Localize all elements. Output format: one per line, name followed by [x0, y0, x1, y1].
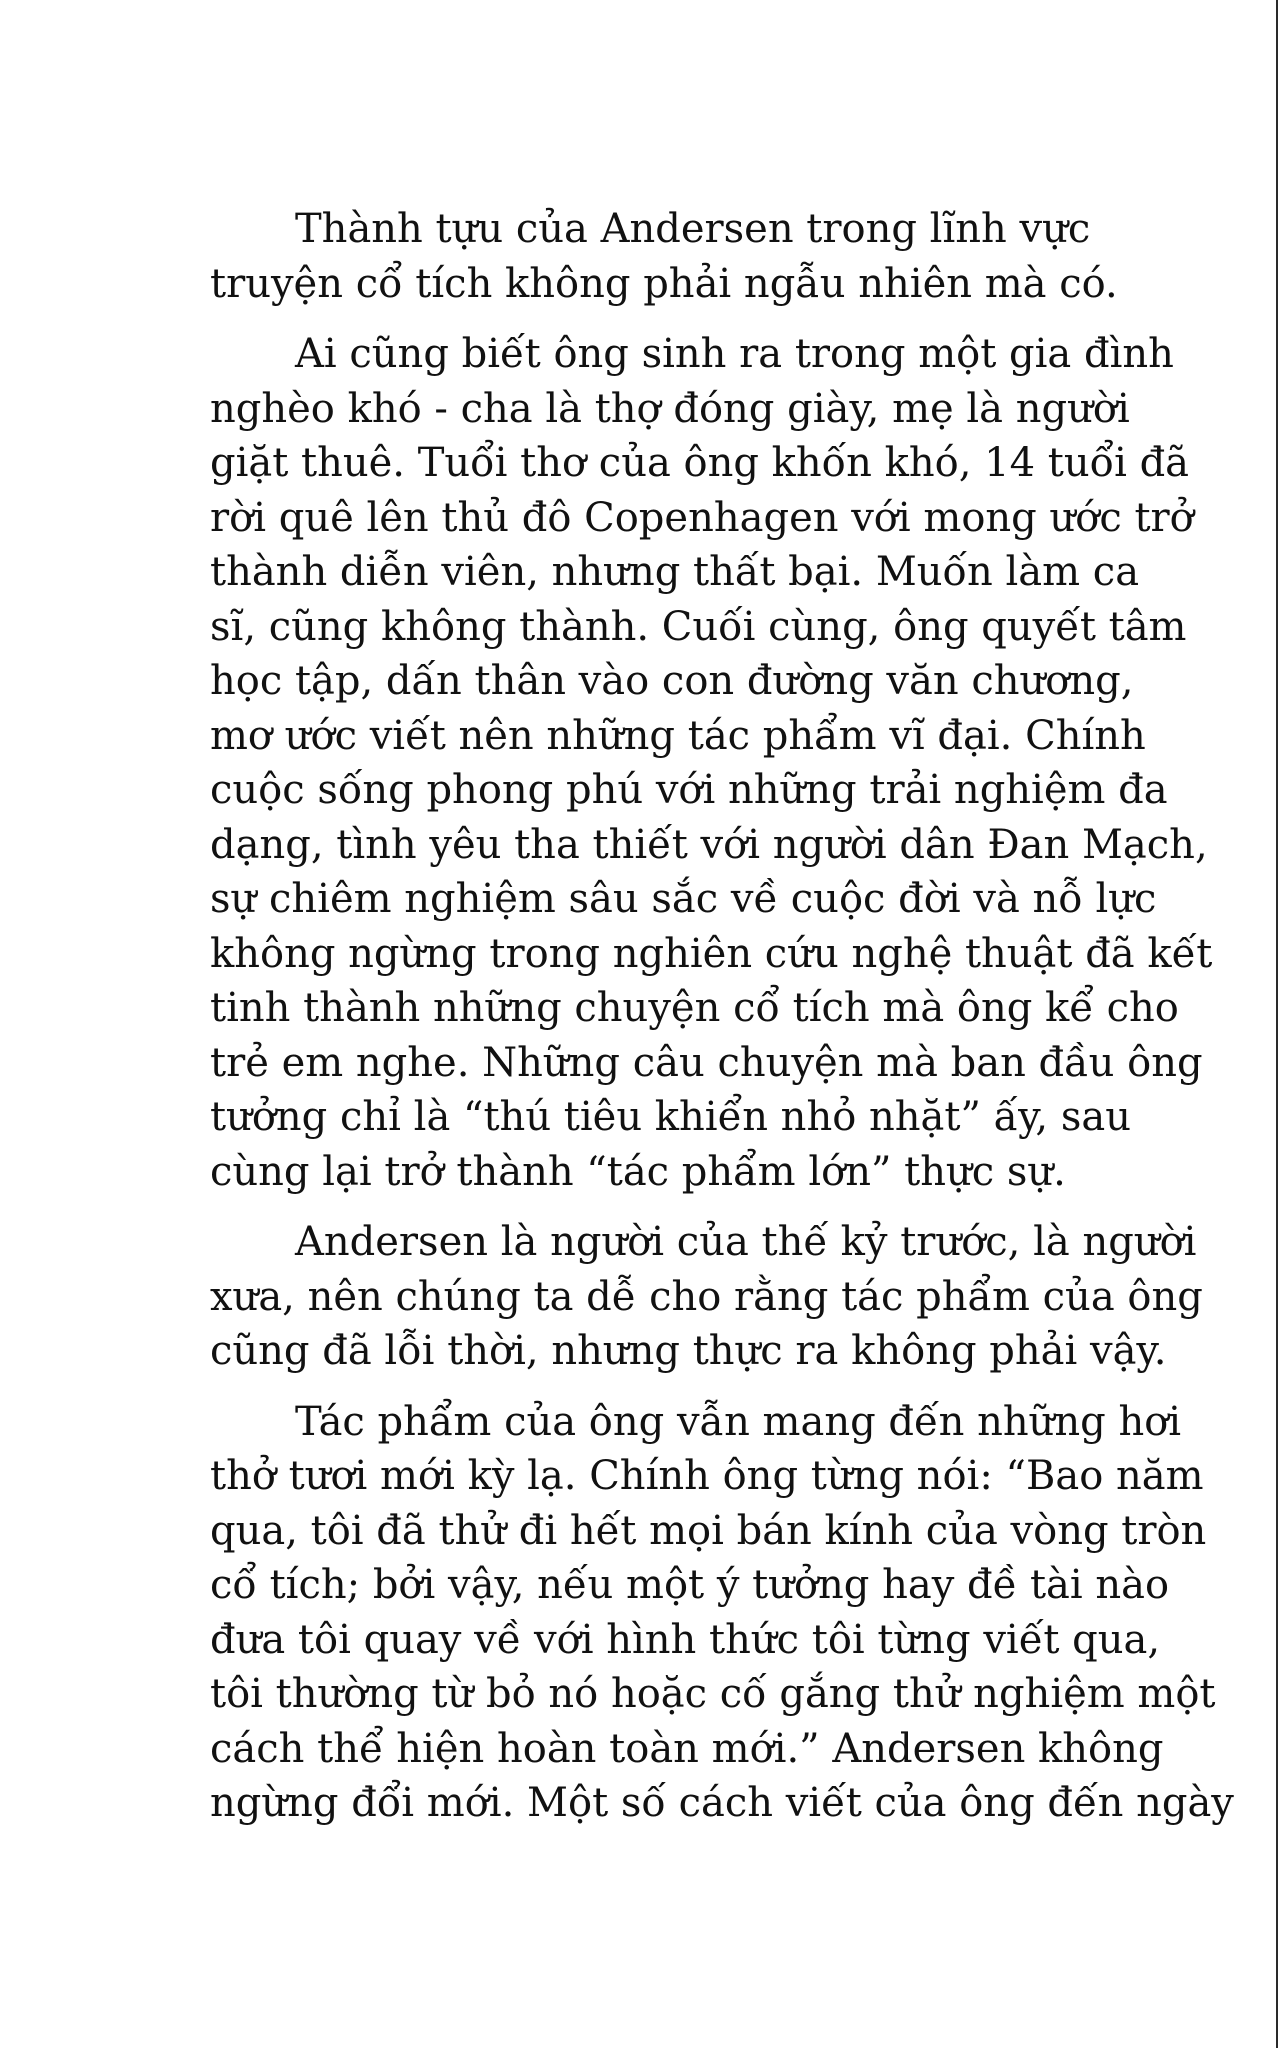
text-line: dạng, tình yêu tha thiết với người dân Đan Mạch,	[210, 821, 1208, 868]
text-line: cũng đã lỗi thời, nhưng thực ra không phải vậy.	[210, 1328, 1167, 1374]
text-line: cổ tích; bởi vậy, nếu một ý tưởng hay đề tài nào	[210, 1562, 1170, 1608]
text-line: tôi thường từ bỏ nó hoặc cố gắng thử nghiệm một	[210, 1671, 1216, 1717]
text-line: không ngừng trong nghiên cứu nghệ thuật đã kết	[210, 930, 1213, 977]
text-line: sĩ, cũng không thành. Cuối cùng, ông quyết tâm	[210, 603, 1187, 650]
text-line: rời quê lên thủ đô Copenhagen với mong ước trở	[210, 494, 1194, 541]
text-line: cách thể hiện hoàn toàn mới.” Andersen không	[210, 1725, 1164, 1772]
text-line: Thành tựu của Andersen trong lĩnh vực	[295, 206, 1091, 252]
text-line: cùng lại trở thành “tác phẩm lớn” thực sự.	[210, 1148, 1066, 1195]
text-line: Andersen là người của thế kỷ trước, là người	[295, 1219, 1197, 1265]
paragraph-1	[125, 202, 1118, 311]
text-line: xưa, nên chúng ta dễ cho rằng tác phẩm của ông	[210, 1273, 1203, 1320]
text-line: Ai cũng biết ông sinh ra trong một gia đình	[295, 331, 1174, 377]
text-line: thành diễn viên, nhưng thất bại. Muốn làm ca	[210, 549, 1140, 595]
text-line: sự chiêm nghiệm sâu sắc về cuộc đời và nỗ lực	[210, 876, 1157, 922]
text-line: trẻ em nghe. Những câu chuyện mà ban đầu ông	[210, 1039, 1203, 1086]
text-line: nghèo khó - cha là thợ đóng giày, mẹ là người	[210, 385, 1130, 432]
text-line: ngừng đổi mới. Một số cách viết của ông đến ngày	[210, 1780, 1234, 1826]
text-line: qua, tôi đã thử đi hết mọi bán kính của vòng tròn	[210, 1507, 1207, 1554]
text-line: Tác phẩm của ông vẫn mang đến những hơi	[295, 1398, 1182, 1445]
text-line: tưởng chỉ là “thú tiêu khiển nhỏ nhặt” ấy, sau	[210, 1094, 1131, 1140]
paragraph-2	[125, 327, 1213, 1199]
paragraph-4	[125, 1395, 1234, 1831]
body-text	[125, 202, 1234, 1847]
text-line: đưa tôi quay về với hình thức tôi từng viết qua,	[210, 1616, 1161, 1663]
paragraph-3	[125, 1215, 1203, 1379]
text-line: thở tươi mới kỳ lạ. Chính ông từng nói: “Bao năm	[210, 1453, 1204, 1499]
text-line: mơ ước viết nên những tác phẩm vĩ đại. Chính	[210, 712, 1146, 759]
text-line: tinh thành những chuyện cổ tích mà ông kể cho	[210, 985, 1179, 1031]
text-line: truyện cổ tích không phải ngẫu nhiên mà có.	[210, 260, 1118, 307]
text-line: cuộc sống phong phú với những trải nghiệm đa	[210, 767, 1168, 813]
page-edge-line	[1276, 0, 1278, 2048]
text-line: giặt thuê. Tuổi thơ của ông khốn khó, 14 tuổi đã	[210, 440, 1190, 486]
text-line: học tập, dấn thân vào con đường văn chương,	[210, 658, 1134, 704]
